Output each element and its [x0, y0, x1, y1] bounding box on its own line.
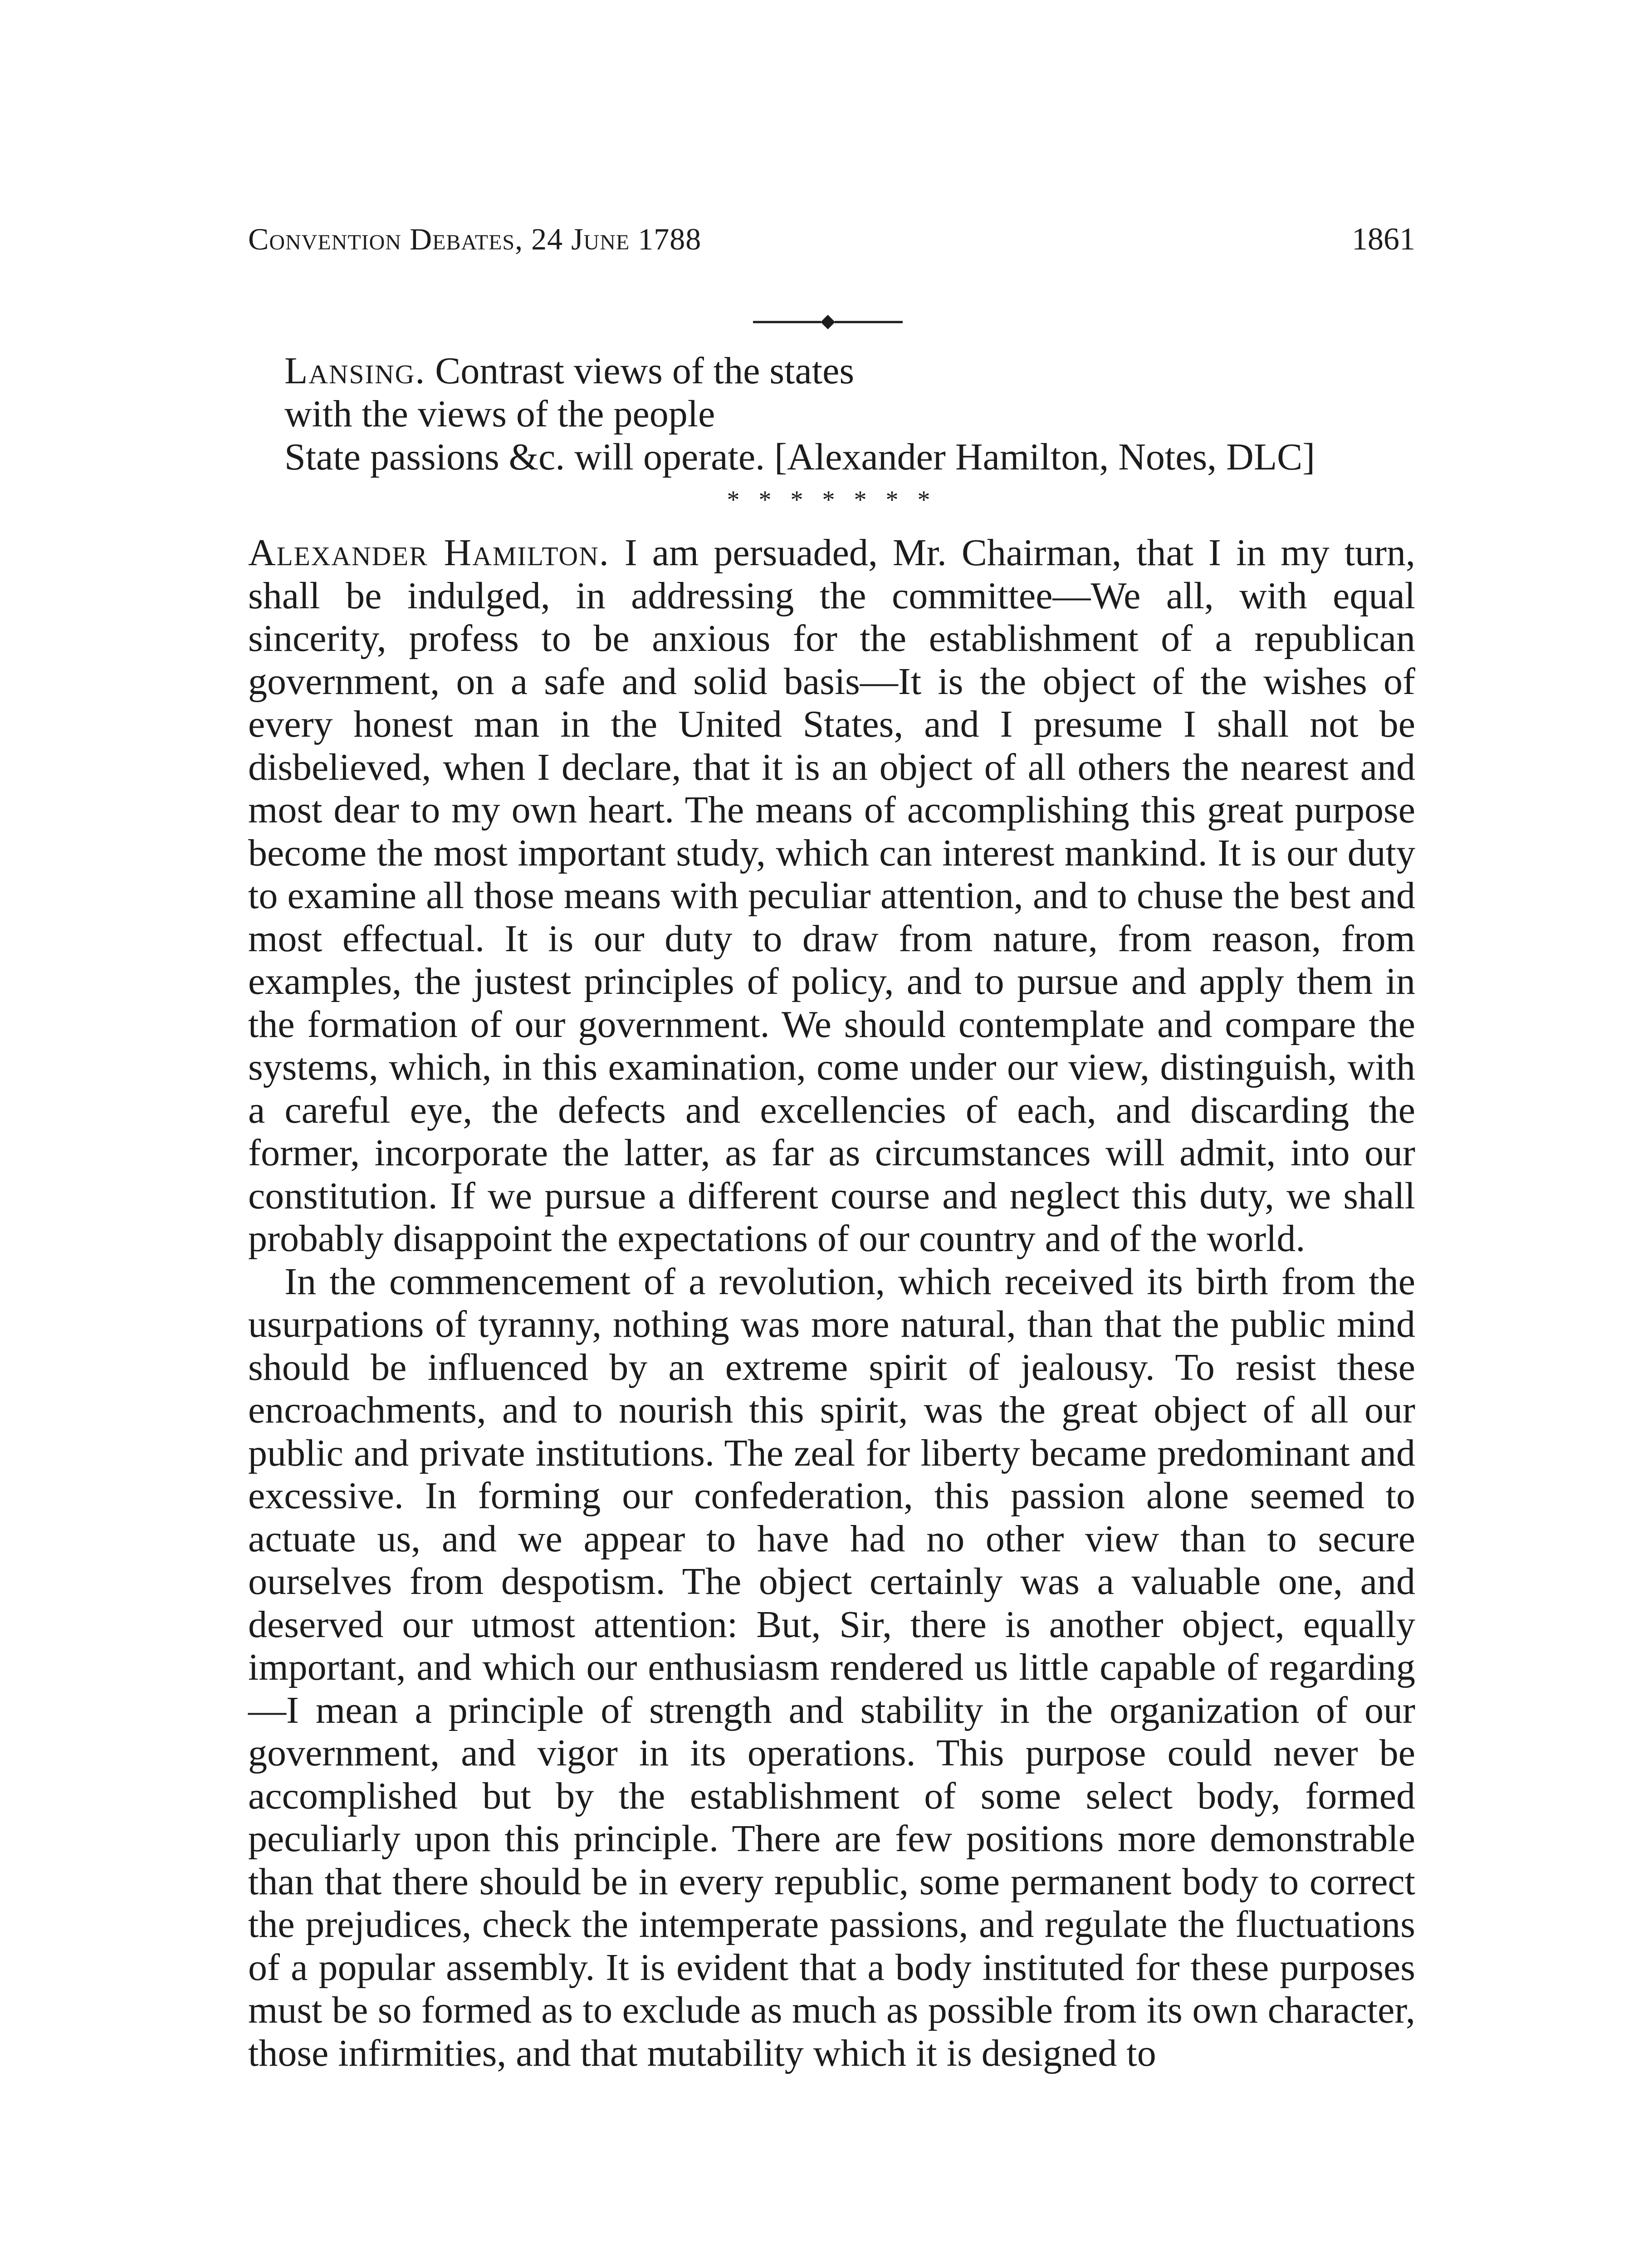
note-line-2: with the views of the people: [284, 393, 715, 435]
speech-speaker: Alexander Hamilton.: [248, 532, 610, 574]
note-line-1: [284, 349, 1415, 392]
running-head: [248, 221, 1415, 262]
hamilton-speech: [248, 532, 1415, 2075]
page-number: 1861: [1352, 222, 1415, 257]
speech-paragraph-1-text: I am persuaded, Mr. Chairman, that I in my turn, shall be indulged, in addressing the committee—We all, with equal sincerity, profess to be anxious for the establishment of a republican government, on a safe and solid basis—It is the object of the wishes of every honest man in the United States, and I presume I shall not be disbelieved, when I declare, that it is an object of all others the nearest and most dear to my own heart. The means of accomplishing this great purpose become the most important study, which can interest mankind. It is our duty to examine all those means with peculiar attention, and to chuse the best and most effectual. It is our duty to draw from nature, from reason, from examples, the justest principles of policy, and to pursue and apply them in the formation of our government. We should contemplate and compare the systems, which, in this examination, come under our view, distinguish, with a careful eye, the defects and excellencies of each, and discarding the former, incorporate the latter, as far as circumstances will admit, into our constitution. If we pursue a different course and neglect this duty, we shall probably disappoint the expectations of our country and of the world.: [248, 532, 1416, 1260]
speech-paragraph-2: In the commencement of a revolution, which received its birth from the usurpations of tyranny, nothing was more natural, than that the public mind should be influenced by an extreme spirit of jealousy. To resist these encroachments, and to nourish this spirit, was the great object of all our public and private institutions. The zeal for liberty became predominant and excessive. In forming our confederation, this passion alone seemed to actuate us, and we appear to have had no other view than to secure ourselves from despotism. The object certainly was a valuable one, and deserved our utmost attention: But, Sir, there is another object, equally important, and which our enthusiasm rendered us little capable of regarding—I mean a principle of strength and stability in the organization of our government, and vigor in its operations. This purpose could never be accomplished but by the establishment of some select body, formed peculiarly upon this principle. There are few positions more demonstrable than that there should be in every republic, some permanent body to correct the prejudices, check the intemperate passions, and regulate the fluctuations of a popular assembly. It is evident that a body instituted for these purposes must be so formed as to exclude as much as possible from its own character, those infirmities, and that mutability which it is designed to: [248, 1260, 1415, 2074]
lansing-note: [284, 349, 1415, 479]
diamond-icon: [821, 315, 835, 329]
note-line-3: State passions &c. will operate. [Alexander Hamilton, Notes, DLC]: [284, 436, 1315, 478]
asterisk-separator: * * * * * * *: [727, 486, 937, 514]
running-title: Convention Debates, 24 June 1788: [248, 222, 702, 256]
speech-paragraph-1: [248, 532, 1415, 1261]
diamond-rule-ornament: [753, 313, 903, 331]
note-speaker: Lansing.: [284, 350, 426, 392]
note-line-1-text: Contrast views of the states: [425, 350, 855, 392]
